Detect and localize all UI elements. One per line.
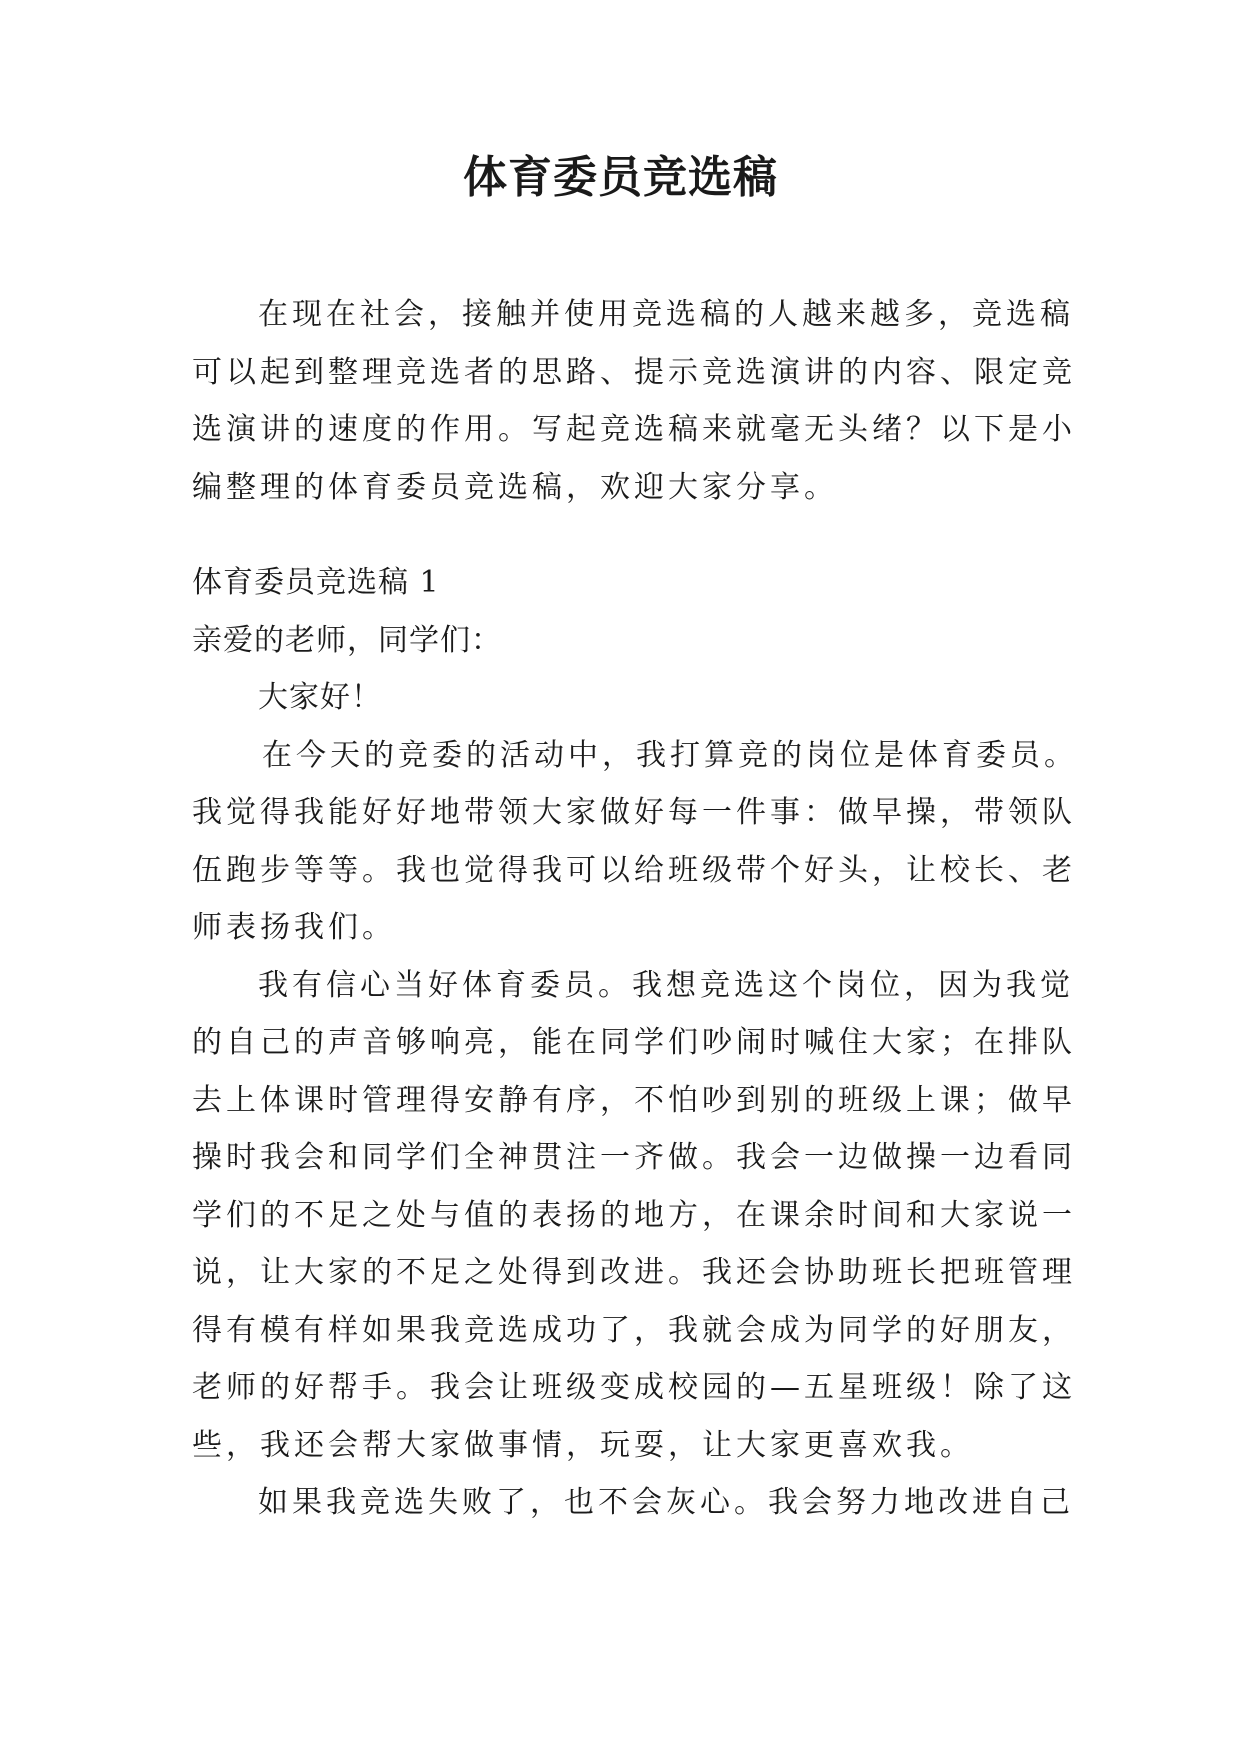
section-gap — [192, 516, 1052, 554]
document-title: 体育委员竞选稿 — [463, 152, 778, 203]
paragraph-line: 操时我会和同学们全神贯注一齐做。我会一边做操一边看同 — [192, 1140, 1076, 1175]
paragraph-line: 的自己的声音够响亮，能在同学们吵闹时喊住大家；在排队 — [192, 1025, 1076, 1060]
paragraph-line: 在今天的竞委的活动中，我打算竞的岗位是体育委员。 — [262, 737, 1078, 773]
salutation: 亲爱的老师，同学们： — [192, 622, 502, 658]
paragraph-line: 师表扬我们。 — [192, 910, 396, 945]
paragraph-line: 我有信心当好体育委员。我想竞选这个岗位，因为我觉 — [258, 967, 1074, 1003]
section-heading: 体育委员竞选稿 1 — [192, 565, 440, 600]
intro-line: 在现在社会，接触并使用竞选稿的人越来越多，竞选稿 — [258, 297, 1074, 332]
intro-line: 可以起到整理竞选者的思路、提示竞选演讲的内容、限定竞 — [192, 354, 1076, 390]
paragraph-line: 伍跑步等等。我也觉得我可以给班级带个好头，让校长、老 — [192, 852, 1076, 888]
paragraph-line: 我觉得我能好好地带领大家做好每一件事：做早操，带领队 — [192, 795, 1076, 830]
paragraph-line: 学们的不足之处与值的表扬的地方，在课余时间和大家说一 — [192, 1197, 1076, 1233]
greeting: 大家好！ — [258, 680, 382, 715]
intro-line: 选演讲的速度的作用。写起竞选稿来就毫无头绪？以下是小 — [192, 412, 1076, 447]
paragraph-line: 去上体课时管理得安静有序，不怕吵到别的班级上课；做早 — [192, 1082, 1076, 1118]
intro-line: 编整理的体育委员竞选稿，欢迎大家分享。 — [192, 469, 838, 505]
document-body — [192, 286, 1078, 1532]
paragraph-line: 老师的好帮手。我会让班级变成校园的—五星班级！除了这 — [192, 1370, 1076, 1405]
paragraph-line: 些，我还会帮大家做事情，玩耍，让大家更喜欢我。 — [192, 1427, 974, 1463]
paragraph-line: 说，让大家的不足之处得到改进。我还会协助班长把班管理 — [192, 1255, 1076, 1290]
paragraph-line: 如果我竞选失败了，也不会灰心。我会努力地改进自己 — [258, 1485, 1074, 1520]
paragraph-line: 得有模有样如果我竞选成功了，我就会成为同学的好朋友， — [192, 1312, 1076, 1348]
